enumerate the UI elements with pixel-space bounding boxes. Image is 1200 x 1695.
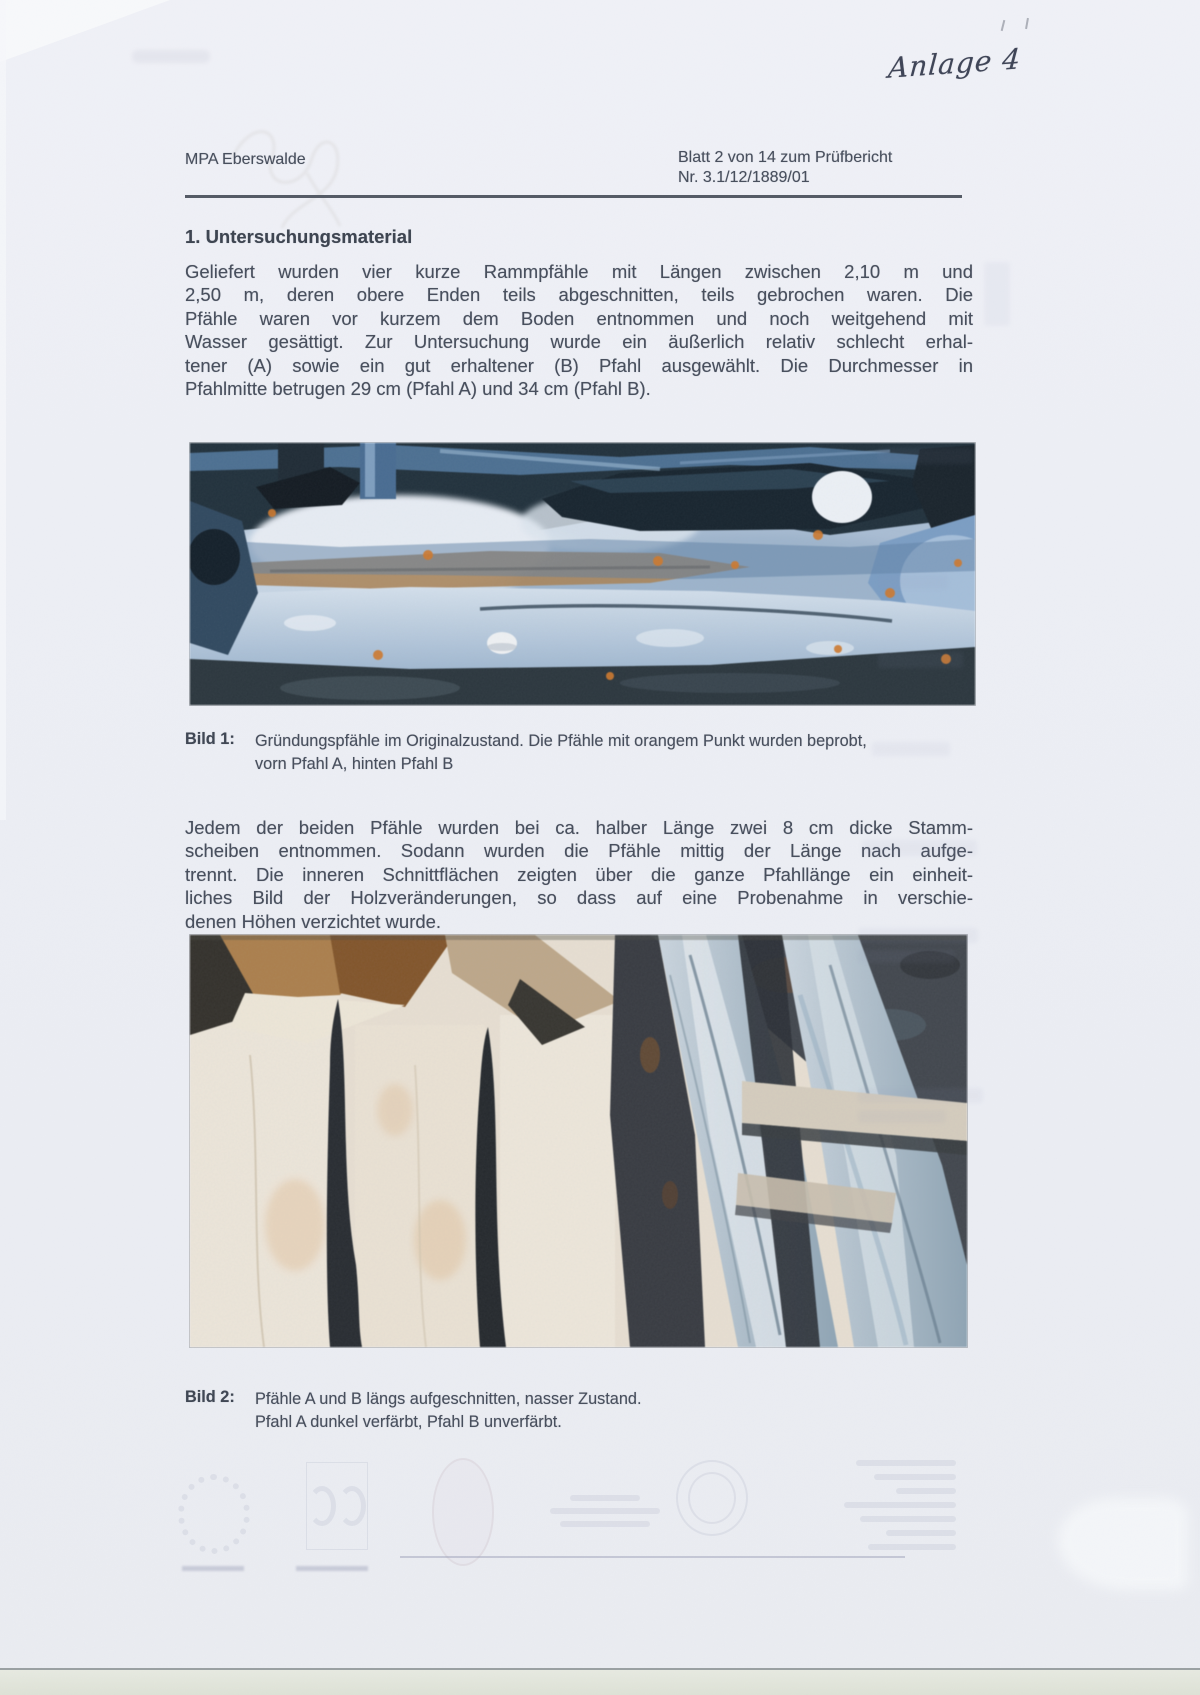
pen-mark xyxy=(1025,18,1029,29)
bleed-through-text xyxy=(858,1110,946,1123)
text-line: Gründungspfähle im Originalzustand. Die Pfähle mit orangem Punkt wurden beprobt, xyxy=(255,732,867,750)
bleed-through-text xyxy=(858,1088,983,1103)
bleed-through-text xyxy=(878,652,963,668)
text-line: trennt. Die inneren Schnittflächen zeigten über die ganze Pfahllänge ein einheit- xyxy=(185,863,973,885)
handwritten-annotation: Anlage 4 xyxy=(887,42,1023,85)
text-line: vorn Pfahl A, hinten Pfahl B xyxy=(255,755,454,773)
figure2-caption xyxy=(255,1388,975,1434)
text-line: Pfähle waren vor kurzem dem Boden entnommen und noch weitgehend mit xyxy=(185,307,973,329)
text-line: 2,50 m, deren obere Enden teils abgeschnitten, teils gebrochen waren. Die xyxy=(185,284,973,306)
bleed-through-wreath-logo xyxy=(178,1474,250,1554)
paragraph-1 xyxy=(185,260,973,400)
bleed-through-rule xyxy=(400,1556,905,1558)
text-line: Jedem der beiden Pfähle wurden bei ca. halber Länge zwei 8 cm dicke Stamm- xyxy=(185,817,973,838)
text-line: tener (A) sowie ein gut erhaltener (B) Pfahl ausgewählt. Die Durchmesser in xyxy=(185,354,973,376)
bleed-through-address-block xyxy=(838,1452,956,1558)
bleed-through-text xyxy=(984,262,1010,326)
bleed-through-caption xyxy=(296,1566,368,1571)
faint-pencil-note xyxy=(132,50,210,63)
bleed-through-ce-mark xyxy=(306,1462,368,1550)
scan-paper-curl xyxy=(1058,1498,1188,1590)
header-sheet-info: Blatt 2 von 14 zum Prüfbericht xyxy=(678,149,893,166)
bleed-through-text xyxy=(862,840,977,856)
scan-edge-highlight xyxy=(0,0,6,820)
figure2-photo-illustration xyxy=(190,935,967,1347)
text-line: Geliefert wurden vier kurze Rammpfähle mit Längen zwischen 2,10 m und xyxy=(185,261,973,282)
text-line: Pfähle A und B längs aufgeschnitten, nasser Zustand. xyxy=(255,1390,642,1408)
header-report-number: Nr. 3.1/12/1889/01 xyxy=(678,169,810,186)
bleed-through-stamp-text xyxy=(545,1488,665,1548)
bleed-through-text xyxy=(878,575,948,589)
text-line: denen Höhen verzichtet wurde. xyxy=(185,910,442,932)
text-line: scheiben entnommen. Sodann wurden die Pfähle mittig der Länge nach aufge- xyxy=(185,840,973,862)
figure1-photo xyxy=(190,443,975,705)
section-title: 1. Untersuchungsmaterial xyxy=(185,226,413,247)
bleed-through-text xyxy=(858,950,954,963)
bleed-through-text xyxy=(858,928,978,943)
header-reference xyxy=(678,148,892,188)
figure2-label: Bild 2: xyxy=(185,1388,235,1406)
figure1-photo-illustration xyxy=(190,443,975,705)
text-line: Pfahlmitte betrugen 29 cm (Pfahl A) und 34 cm (Pfahl B). xyxy=(185,378,651,400)
bleed-through-round-logo xyxy=(676,1460,748,1536)
text-line: liches Bild der Holzveränderungen, so dass auf eine Probenahme in verschie- xyxy=(185,887,973,909)
figure1-label: Bild 1: xyxy=(185,730,235,748)
bleed-through-oval-seal xyxy=(432,1458,494,1566)
paragraph-2 xyxy=(185,816,973,933)
ce-glyph xyxy=(308,1486,336,1526)
scan-bottom-strip xyxy=(0,1668,1200,1695)
figure1-caption xyxy=(255,730,975,776)
header-organization: MPA Eberswalde xyxy=(185,151,306,168)
text-line: Wasser gesättigt. Zur Untersuchung wurde ein äußerlich relativ schlecht erhal- xyxy=(185,331,973,353)
pen-mark xyxy=(1001,20,1006,31)
bleed-through-text xyxy=(872,742,950,756)
ce-glyph xyxy=(338,1486,366,1526)
text-line: Pfahl A dunkel verfärbt, Pfahl B unverfärbt. xyxy=(255,1413,562,1431)
header-rule xyxy=(185,195,962,198)
figure2-photo xyxy=(190,935,967,1347)
bleed-through-caption xyxy=(182,1566,244,1571)
bleed-through-text xyxy=(878,448,973,464)
